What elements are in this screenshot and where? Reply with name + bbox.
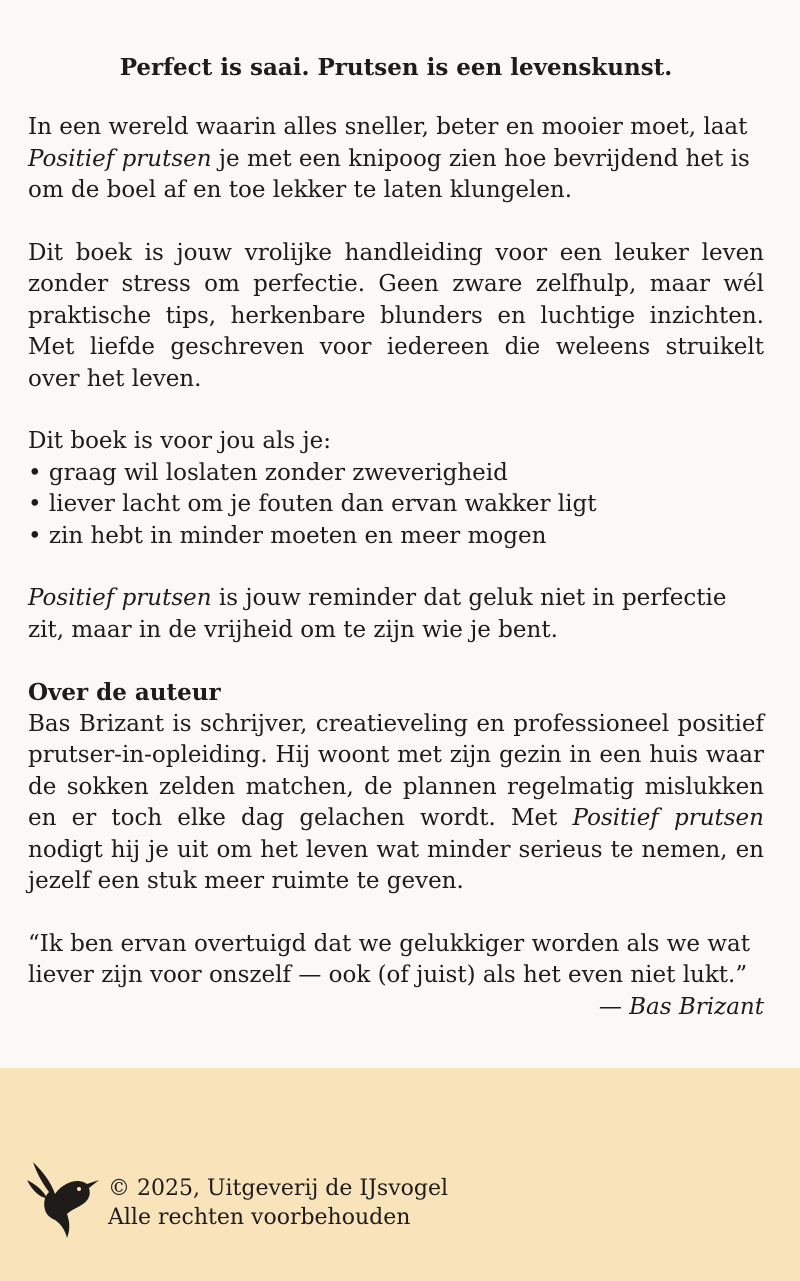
book-title-italic: Positief prutsen [28,585,212,611]
description-paragraph: Dit boek is jouw vrolijke handleiding voor een leuker leven zonder stress om perfectie. Geen zware zelfhulp, maar wél praktische tips, herkenbare blunders en luchtige inzichten. Met liefde geschreven voor iedereen die weleens struikelt over het leven. [28,239,764,392]
about-part2: nodigt hij je uit om het leven wat minder serieus te nemen, en jezelf een stuk meer ruimte te geven. [28,836,764,894]
about-part1: Bas Brizant is schrijver, creatieveling en professioneel positief prutser-in-opleiding. Hij woont met zijn gezin in een huis waar de sokken zelden matchen, de plannen regelmatig mislukken en er toch elke dag gelachen wordt. Met [28,710,764,831]
audience-lead: Dit boek is voor jou als je: [28,428,332,454]
intro-paragraph [28,112,764,207]
intro-part2: je met een knipoog zien hoe bevrijdend het is om de boel af en toe lekker te laten klungelen. [28,145,750,203]
about-heading: Over de auteur [28,679,221,706]
reminder-rest: is jouw reminder dat geluk niet in perfectie zit, maar in de vrijheid om te zijn wie je bent. [28,585,727,643]
quote-attribution: — Bas Brizant [598,993,764,1020]
list-item: • zin hebt in minder moeten en meer mogen [28,521,764,553]
kingfisher-logo-icon [25,1158,101,1242]
intro-part1: In een wereld waarin alles sneller, beter en mooier moet, laat [28,114,748,140]
headline: Perfect is saai. Prutsen is een levenskunst. [119,54,673,81]
reminder-paragraph [28,583,764,646]
book-title-italic: Positief prutsen [572,805,764,831]
list-item: • liever lacht om je fouten dan ervan wakker ligt [28,489,764,521]
list-item: • graag wil loslaten zonder zweverigheid [28,458,764,490]
publisher-info [108,1174,448,1232]
copyright-line: © 2025, Uitgeverij de IJsvogel [108,1176,449,1201]
book-title-italic: Positief prutsen [28,145,212,172]
audience-list [28,458,764,553]
back-cover-text [28,50,764,1023]
rights-line: Alle rechten voorbehouden [108,1205,411,1230]
about-paragraph [28,709,764,898]
author-quote: “Ik ben ervan overtuigd dat we gelukkiger worden als we wat liever zijn voor onszelf — ook (of juist) als het even niet lukt.” [28,930,750,988]
